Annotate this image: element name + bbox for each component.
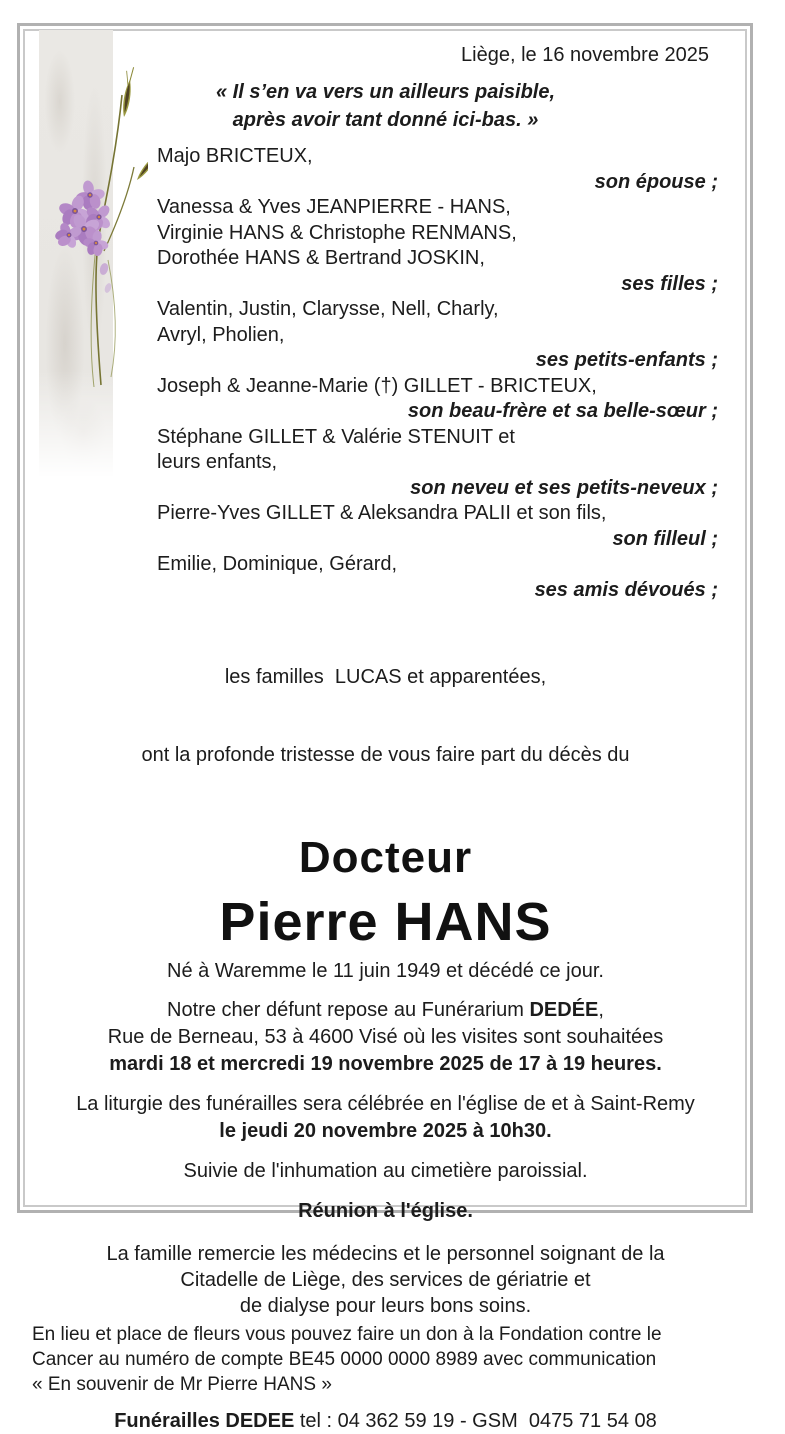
relation-label: son neveu et ses petits-neveux ; [410,476,718,499]
family-names-line: Vanessa & Yves JEANPIERRE - HANS, [157,196,511,218]
wake-line-1 [26,997,745,1024]
donation-line-2: Cancer au numéro de compte BE45 0000 0000 8989 avec communication [32,1349,657,1370]
wake-paragraph [26,997,745,1078]
family-names-line: Pierre-Yves GILLET & Aleksandra PALII et son fils, [157,502,607,524]
memorial-quote [26,78,745,134]
funeral-line-1: La liturgie des funérailles sera célébrée en l'église de et à Saint-Remy [76,1093,695,1115]
thanks-line-3: de dialyse pour leurs bons soins. [239,1295,532,1317]
relation-label: son épouse ; [594,170,718,193]
announcement-body [26,31,745,1434]
family-names-line: Emilie, Dominique, Gérard, [157,553,398,575]
family-names-line: Dorothée HANS & Bertrand JOSKIN, [157,247,485,269]
deceased-name: Pierre HANS [219,892,552,952]
thanks-line-2: Citadelle de Liège, des services de gériatrie et [180,1269,591,1291]
memorial-quote-line-2: après avoir tant donné ici-bas. » [232,109,539,131]
date-line: Liège, le 16 novembre 2025 [461,44,709,66]
thanks-paragraph [26,1241,745,1319]
wake-line-2: Rue de Berneau, 53 à 4600 Visé où les visites sont souhaitées [107,1026,664,1048]
birth-death-line: Né à Waremme le 11 juin 1949 et décédé ce jour. [167,960,604,982]
meeting-line: Réunion à l'église. [298,1200,473,1222]
relation-label: son filleul ; [612,527,718,550]
family-names-line: leurs enfants, [157,451,278,473]
funeral-home-contact-phones: tel : 04 362 59 19 - GSM 0475 71 54 08 [294,1410,657,1432]
announcement-line-1: les familles LUCAS et apparentées, [224,666,547,688]
family-names-line: Stéphane GILLET & Valérie STENUIT et [157,425,515,448]
funeral-home-name: DEDÉE [529,999,599,1021]
relation-label: ses filles ; [621,272,718,295]
burial-line: Suivie de l'inhumation au cimetière paroissial. [183,1160,588,1182]
announcement-line-2: ont la profonde tristesse de vous faire part du décès du [141,744,630,766]
donation-paragraph [26,1322,745,1397]
wake-visit-hours: mardi 18 et mercredi 19 novembre 2025 de 17 à 19 heures. [109,1053,662,1075]
family-names-line: Joseph & Jeanne-Marie (†) GILLET - BRICTEUX, [157,374,597,397]
thanks-line-1: La famille remercie les médecins et le personnel soignant de la [106,1243,665,1265]
wake-line-1-text: Notre cher défunt repose au Funérarium [167,999,530,1021]
family-names-line: Majo BRICTEUX, [157,145,313,167]
funeral-home-contact-name: Funérailles DEDEE [114,1410,295,1432]
funeral-home-contact [26,1408,745,1434]
family-names-line: Avryl, Pholien, [157,323,285,346]
funeral-date-line: le jeudi 20 novembre 2025 à 10h30. [219,1120,552,1142]
funeral-paragraph [26,1091,745,1145]
announcement-statement [26,612,745,820]
relation-label: ses petits-enfants ; [535,349,718,371]
relation-label: son beau-frère et sa belle-sœur ; [407,400,718,422]
family-names-line: Virginie HANS & Christophe RENMANS, [157,221,517,244]
family-list [26,144,745,603]
memorial-quote-line-1: « Il s’en va vers un ailleurs paisible, [215,81,556,103]
relation-label: ses amis dévoués ; [534,578,718,601]
deceased-title: Docteur [298,833,473,882]
donation-line-1: En lieu et place de fleurs vous pouvez faire un don à la Fondation contre le [32,1324,662,1345]
wake-line-1-punct: , [598,999,604,1021]
donation-line-3: « En souvenir de Mr Pierre HANS » [32,1374,332,1395]
family-names-line: Valentin, Justin, Clarysse, Nell, Charly, [157,298,499,320]
